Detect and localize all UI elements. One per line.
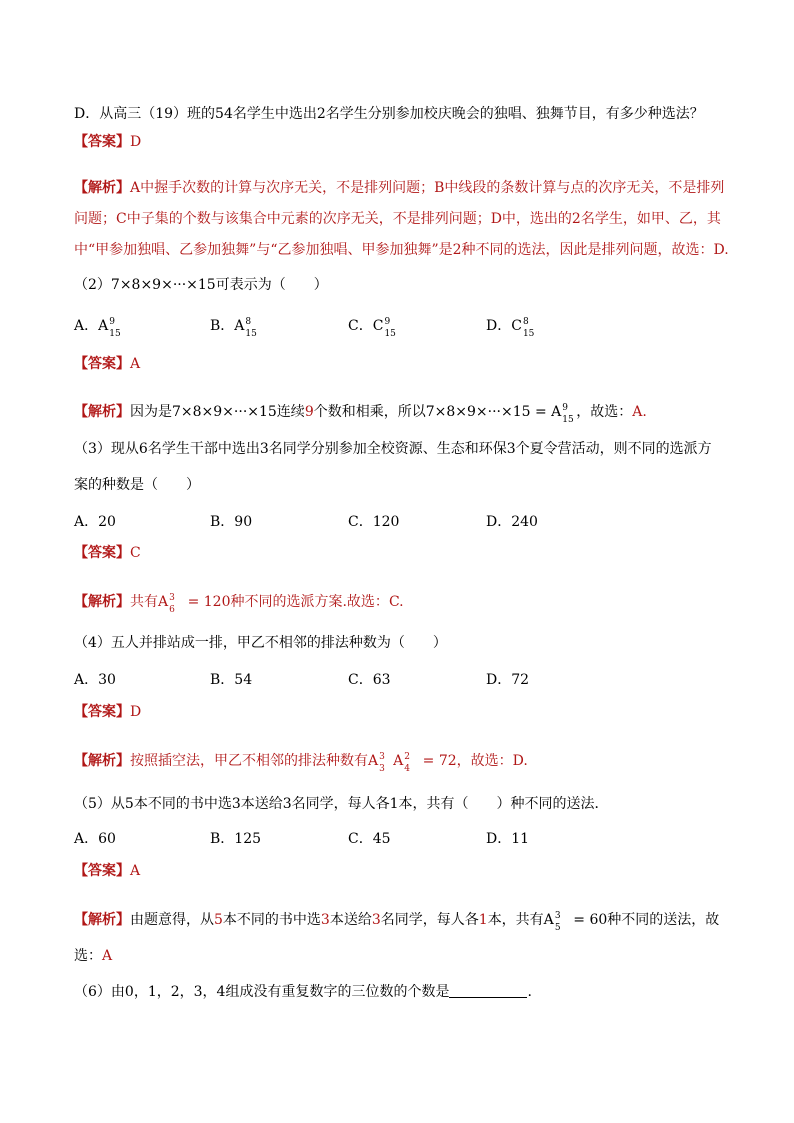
question-2-option-a: A．A 9 15 bbox=[74, 317, 121, 339]
question-2-option-c: C．C 9 15 bbox=[348, 317, 396, 339]
analysis-2: 【解析】因为是7×8×9×···×15连续9个数和相乘，所以7×8×9×···×15 = A 9 15 ，故选：A. bbox=[74, 403, 647, 425]
answer-tag: 【答案】 bbox=[74, 134, 130, 150]
analysis-1-line-1 bbox=[74, 178, 724, 198]
question-2-option-b: B．A 8 15 bbox=[210, 317, 257, 339]
question-5-option-d: D．11 bbox=[486, 831, 530, 847]
question-6: （6）由0，1，2，3，4组成没有重复数字的三位数的个数是 . bbox=[74, 984, 532, 1000]
question-5-option-c: C．45 bbox=[348, 831, 391, 847]
analysis-3: 【解析】共有A 3 6 = 120种不同的选派方案.故选：C. bbox=[74, 593, 404, 615]
answer-value: D bbox=[130, 134, 142, 150]
question-5-option-b: B．125 bbox=[210, 831, 262, 847]
question-2-option-d: D．C 8 15 bbox=[486, 317, 535, 339]
analysis-tag: 【解析】 bbox=[74, 180, 130, 196]
question-1-option-d: D．从高三（19）班的54名学生中选出2名学生分别参加校庆晚会的独唱、独舞节目，有多少种选法？ bbox=[74, 106, 704, 122]
answer-1 bbox=[74, 132, 141, 152]
answer-blank[interactable] bbox=[449, 983, 527, 998]
question-3-option-b: B．90 bbox=[210, 514, 253, 530]
analysis-5-line-1: 【解析】由题意得，从5本不同的书中选3本送给3名同学，每人各1本，共有A 3 5 = 60种不同的送法，故 bbox=[74, 911, 720, 933]
question-5-option-a: A．60 bbox=[74, 831, 116, 847]
question-3-option-a: A．20 bbox=[74, 514, 116, 530]
analysis-1-line-3: 中“甲参加独唱、乙参加独舞”与“乙参加独唱、甲参加独舞”是2种不同的选法，因此是排列问题，故选：D. bbox=[74, 242, 729, 258]
answer-5: 【答案】A bbox=[74, 863, 141, 879]
question-3-line-1: （3）现从6名学生干部中选出3名同学分别参加全校资源、生态和环保3个夏令营活动，则不同的选派方 bbox=[74, 441, 712, 457]
answer-3: 【答案】C bbox=[74, 545, 141, 561]
answer-4: 【答案】D bbox=[74, 704, 142, 720]
analysis-1-line-2: 问题；C中子集的个数与该集合中元素的次序无关，不是排列问题；D中，选出的2名学生，如甲、乙，其 bbox=[74, 211, 721, 227]
question-4-option-d: D．72 bbox=[486, 672, 530, 688]
question-4: （4）五人并排站成一排，甲乙不相邻的排法种数为（ ） bbox=[74, 635, 447, 651]
analysis-5-line-2: 选：A bbox=[74, 948, 113, 964]
question-4-option-a: A．30 bbox=[74, 672, 116, 688]
question-2: （2）7×8×9×···×15可表示为（ ） bbox=[74, 277, 328, 293]
question-3-line-2: 案的种数是（ ） bbox=[74, 477, 200, 493]
question-4-option-b: B．54 bbox=[210, 672, 253, 688]
question-4-option-c: C．63 bbox=[348, 672, 391, 688]
answer-2: 【答案】A bbox=[74, 356, 141, 372]
question-3-option-c: C．120 bbox=[348, 514, 400, 530]
analysis-text: A中握手次数的计算与次序无关，不是排列问题；B中线段的条数计算与点的次序无关，不是排列 bbox=[130, 180, 725, 196]
analysis-4: 【解析】按照插空法，甲乙不相邻的排法种数有A 3 3 A 2 4 = 72，故选：D. bbox=[74, 752, 528, 774]
question-3-option-d: D．240 bbox=[486, 514, 538, 530]
question-5: （5）从5本不同的书中选3本送给3名同学，每人各1本，共有（ ）种不同的送法． bbox=[74, 796, 609, 812]
